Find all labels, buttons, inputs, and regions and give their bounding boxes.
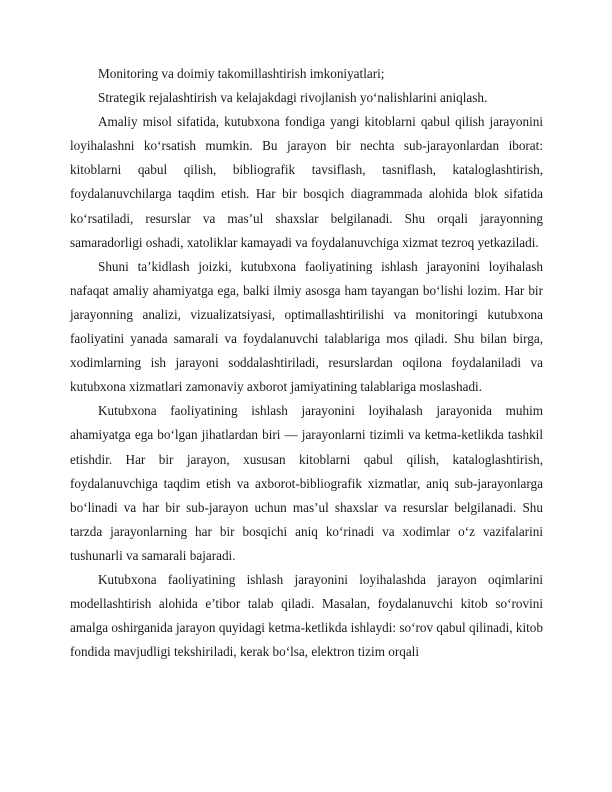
paragraph-strategic-planning-item: Strategik rejalashtirish va kelajakdagi rivojlanish yo‘nalishlarini aniqlash. xyxy=(98,90,488,106)
document-body xyxy=(70,62,543,664)
paragraph-monitoring-item: Monitoring va doimiy takomillashtirish imkoniyatlari; xyxy=(98,66,385,81)
paragraph-systematic-organization: Kutubxona faoliyatining ishlash jarayonini loyihalash jarayonida muhim ahamiyatga ega bo‘lgan jihatlardan biri — jarayonlarni tizimli va ketma-ketlikda tashkil etishdir. Har bir jarayon, xususan kitoblarni qabul qilish, kataloglashtirish, foydalanuvchiga taqdim etish va axborot-bibliografik xizmatlar, aniq sub-jarayonlarga bo‘linadi va har bir sub-jarayon uchun mas’ul shaxslar va resurslar belgilanadi. Shu tarzda jarayonlarning har bir bosqichi aniq ko‘rinadi va xodimlar o‘z vazifalarini tushunarli va samarali bajaradi. xyxy=(70,403,543,563)
paragraph-process-flow-modeling: Kutubxona faoliyatining ishlash jarayonini loyihalashda jarayon oqimlarini modellashtirish alohida e’tibor talab qiladi. Masalan, foydalanuvchi kitob so‘rovini amalga oshirganida jarayon quyidagi ketma-ketlikda ishlaydi: so‘rov qabul qilinadi, kitob fondida mavjudligi tekshiriladi, kerak bo‘lsa, elektron tizim orqali xyxy=(70,571,543,660)
paragraph-practical-example: Amaliy misol sifatida, kutubxona fondiga yangi kitoblarni qabul qilish jarayonini loyihalashni ko‘rsatish mumkin. Bu jarayon bir nechta sub-jarayonlardan iborat: kitoblarni qabul qilish, bibliografik tavsiflash, tasniflash, kataloglashtirish, foydalanuvchilarga taqdim etish. Har bir bosqich diagrammada alohida blok sifatida ko‘rsatiladi, resurslar va mas’ul shaxslar belgilanadi. Shu orqali jarayonning samaradorligi oshadi, xatoliklar kamayadi va foydalanuvchiga xizmat tezroq yetkaziladi. xyxy=(70,114,543,250)
paragraph-scientific-basis: Shuni ta’kidlash joizki, kutubxona faoliyatining ishlash jarayonini loyihalash nafaqat amaliy ahamiyatga ega, balki ilmiy asosga ham tayangan bo‘lishi lozim. Har bir jarayonning analizi, vizualizatsiyasi, optimallashtirilishi va monitoringi kutubxona faoliyatini yanada samarali va foydalanuvchi talablariga mos qiladi. Shu bilan birga, xodimlarning ish jarayoni soddalashtiriladi, resurslardan oqilona foydalaniladi va kutubxona xizmatlari zamonaviy axborot jamiyatining talablariga moslashadi. xyxy=(70,258,543,395)
